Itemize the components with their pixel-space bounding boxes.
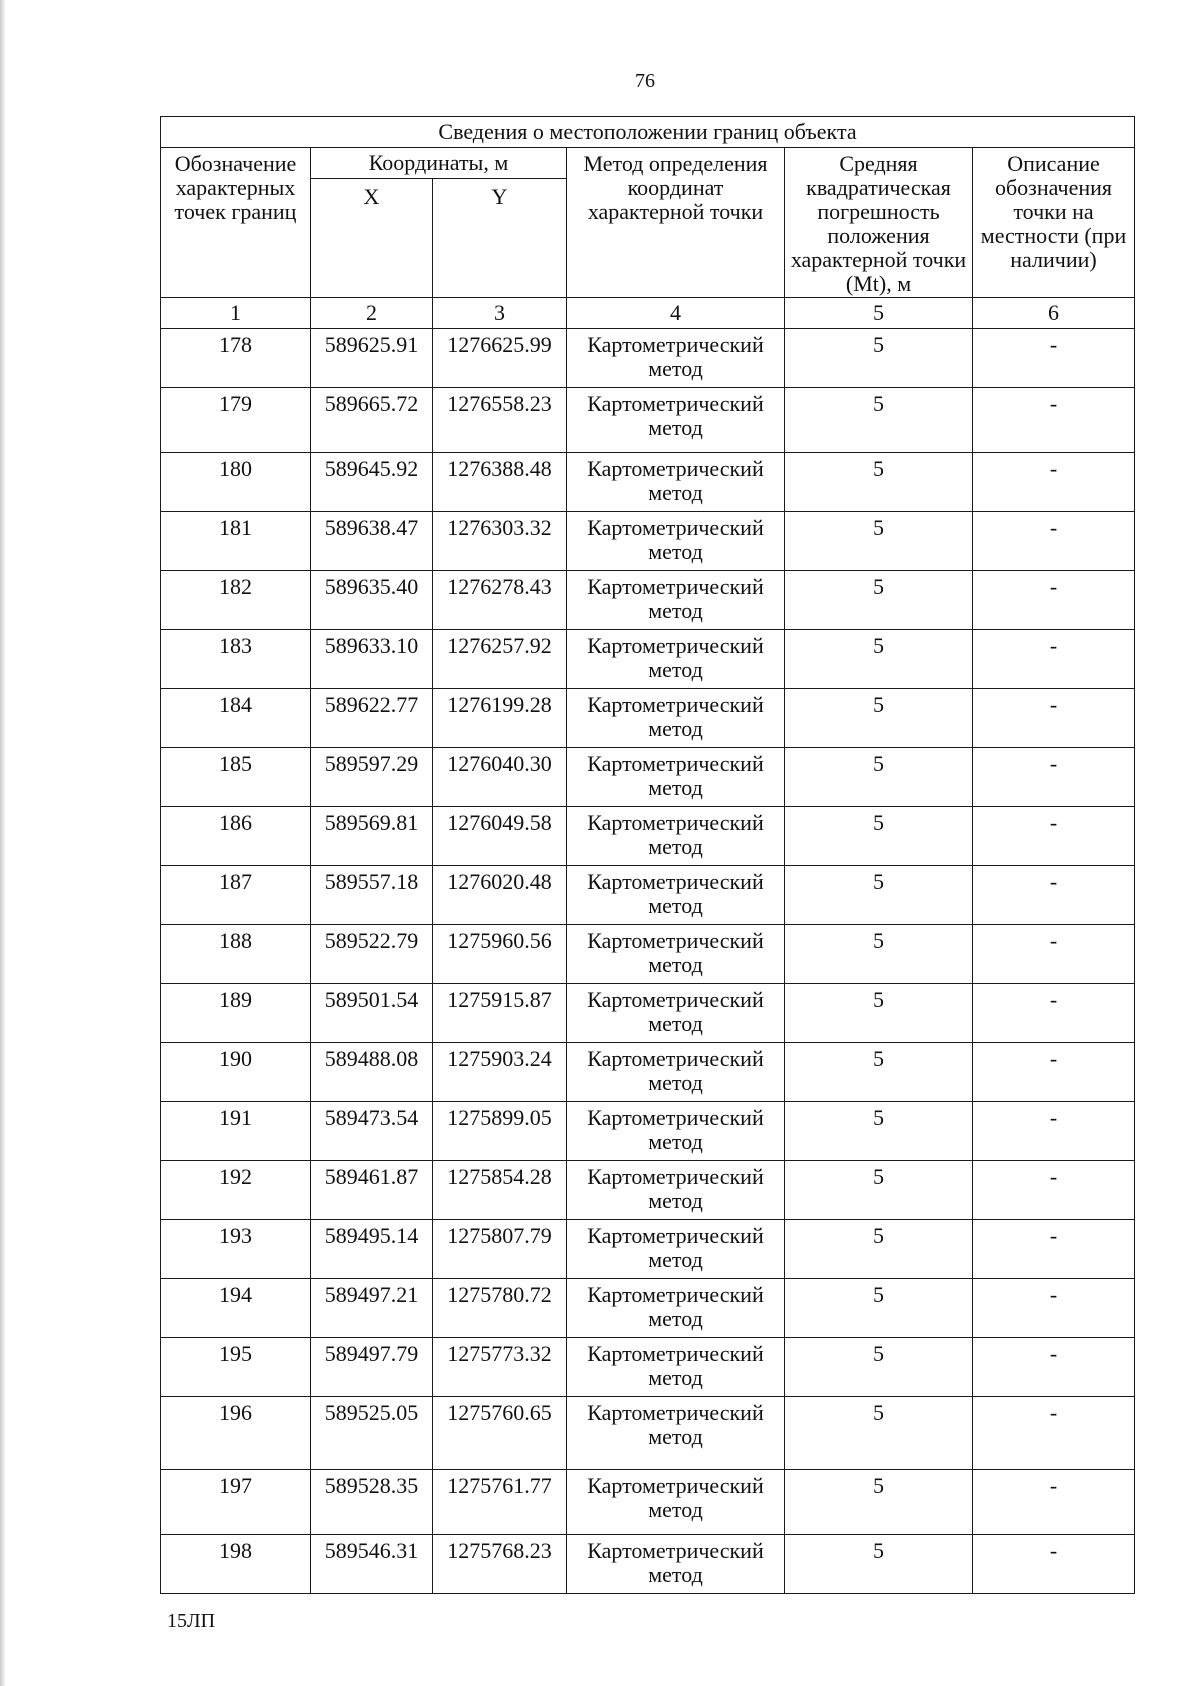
cell-point: 188 (161, 925, 311, 984)
cell-description: - (973, 630, 1135, 689)
cell-error: 5 (785, 866, 973, 925)
column-numbers-row (161, 298, 1135, 329)
table-row (161, 329, 1135, 388)
cell-error: 5 (785, 748, 973, 807)
cell-x: 589633.10 (311, 630, 433, 689)
cell-point: 195 (161, 1338, 311, 1397)
cell-method: Картометрический метод (567, 1043, 785, 1102)
cell-point: 198 (161, 1535, 311, 1594)
cell-x: 589501.54 (311, 984, 433, 1043)
cell-description: - (973, 1338, 1135, 1397)
table-row (161, 807, 1135, 866)
cell-x: 589488.08 (311, 1043, 433, 1102)
cell-method: Картометрический метод (567, 1397, 785, 1470)
cell-y: 1275960.56 (433, 925, 567, 984)
cell-description: - (973, 1279, 1135, 1338)
column-number-3: 3 (433, 298, 567, 329)
table-row (161, 1161, 1135, 1220)
cell-method: Картометрический метод (567, 689, 785, 748)
table-row (161, 866, 1135, 925)
cell-y: 1275780.72 (433, 1279, 567, 1338)
cell-point: 187 (161, 866, 311, 925)
cell-y: 1276625.99 (433, 329, 567, 388)
cell-y: 1276303.32 (433, 512, 567, 571)
cell-y: 1275760.65 (433, 1397, 567, 1470)
cell-point: 182 (161, 571, 311, 630)
cell-point: 190 (161, 1043, 311, 1102)
cell-y: 1275915.87 (433, 984, 567, 1043)
cell-point: 189 (161, 984, 311, 1043)
column-number-4: 4 (567, 298, 785, 329)
table-row (161, 388, 1135, 453)
table-row (161, 1470, 1135, 1535)
cell-x: 589528.35 (311, 1470, 433, 1535)
header-point: Обозначение характерных точек границ (161, 148, 311, 298)
table-row (161, 453, 1135, 512)
cell-method: Картометрический метод (567, 512, 785, 571)
cell-error: 5 (785, 925, 973, 984)
table-row (161, 1220, 1135, 1279)
scan-edge-shadow (0, 0, 6, 1686)
header-row-1 (161, 148, 1135, 179)
cell-method: Картометрический метод (567, 1220, 785, 1279)
cell-description: - (973, 571, 1135, 630)
cell-y: 1276257.92 (433, 630, 567, 689)
cell-description: - (973, 689, 1135, 748)
table-row (161, 1338, 1135, 1397)
cell-point: 180 (161, 453, 311, 512)
cell-y: 1276040.30 (433, 748, 567, 807)
cell-point: 191 (161, 1102, 311, 1161)
column-number-6: 6 (973, 298, 1135, 329)
cell-y: 1276020.48 (433, 866, 567, 925)
cell-description: - (973, 925, 1135, 984)
cell-error: 5 (785, 329, 973, 388)
cell-error: 5 (785, 1279, 973, 1338)
cell-error: 5 (785, 1338, 973, 1397)
cell-point: 179 (161, 388, 311, 453)
column-number-2: 2 (311, 298, 433, 329)
cell-description: - (973, 329, 1135, 388)
column-number-5: 5 (785, 298, 973, 329)
column-number-1: 1 (161, 298, 311, 329)
cell-y: 1275768.23 (433, 1535, 567, 1594)
cell-x: 589597.29 (311, 748, 433, 807)
table-row (161, 512, 1135, 571)
cell-error: 5 (785, 1102, 973, 1161)
cell-y: 1275903.24 (433, 1043, 567, 1102)
cell-error: 5 (785, 689, 973, 748)
table-row (161, 1535, 1135, 1594)
cell-description: - (973, 1397, 1135, 1470)
cell-description: - (973, 748, 1135, 807)
cell-description: - (973, 807, 1135, 866)
cell-description: - (973, 388, 1135, 453)
cell-x: 589497.21 (311, 1279, 433, 1338)
page-number: 76 (635, 70, 655, 92)
cell-error: 5 (785, 1470, 973, 1535)
cell-method: Картометрический метод (567, 1535, 785, 1594)
cell-error: 5 (785, 1535, 973, 1594)
cell-y: 1276278.43 (433, 571, 567, 630)
cell-y: 1276388.48 (433, 453, 567, 512)
cell-y: 1275854.28 (433, 1161, 567, 1220)
cell-x: 589525.05 (311, 1397, 433, 1470)
table-row (161, 689, 1135, 748)
cell-description: - (973, 1043, 1135, 1102)
cell-x: 589557.18 (311, 866, 433, 925)
header-coordinates: Координаты, м (311, 148, 567, 179)
cell-error: 5 (785, 807, 973, 866)
cell-method: Картометрический метод (567, 453, 785, 512)
cell-method: Картометрический метод (567, 1161, 785, 1220)
cell-error: 5 (785, 1043, 973, 1102)
cell-point: 184 (161, 689, 311, 748)
cell-x: 589495.14 (311, 1220, 433, 1279)
cell-x: 589569.81 (311, 807, 433, 866)
cell-method: Картометрический метод (567, 571, 785, 630)
cell-x: 589622.77 (311, 689, 433, 748)
cell-point: 181 (161, 512, 311, 571)
cell-error: 5 (785, 453, 973, 512)
table-row (161, 925, 1135, 984)
footer-code: 15ЛП (167, 1610, 216, 1632)
cell-point: 196 (161, 1397, 311, 1470)
cell-point: 185 (161, 748, 311, 807)
cell-point: 194 (161, 1279, 311, 1338)
cell-point: 186 (161, 807, 311, 866)
cell-x: 589638.47 (311, 512, 433, 571)
cell-point: 183 (161, 630, 311, 689)
cell-y: 1275761.77 (433, 1470, 567, 1535)
table-header (161, 117, 1135, 329)
table-row (161, 630, 1135, 689)
table-body (161, 329, 1135, 1594)
cell-y: 1275773.32 (433, 1338, 567, 1397)
cell-method: Картометрический метод (567, 807, 785, 866)
cell-description: - (973, 1102, 1135, 1161)
cell-method: Картометрический метод (567, 925, 785, 984)
boundary-table-container (160, 116, 1134, 1594)
cell-method: Картометрический метод (567, 630, 785, 689)
cell-error: 5 (785, 388, 973, 453)
cell-description: - (973, 512, 1135, 571)
table-row (161, 748, 1135, 807)
cell-method: Картометрический метод (567, 1338, 785, 1397)
cell-description: - (973, 866, 1135, 925)
cell-method: Картометрический метод (567, 1102, 785, 1161)
cell-y: 1275899.05 (433, 1102, 567, 1161)
cell-description: - (973, 1220, 1135, 1279)
cell-x: 589665.72 (311, 388, 433, 453)
cell-method: Картометрический метод (567, 1279, 785, 1338)
cell-error: 5 (785, 630, 973, 689)
table-row (161, 1102, 1135, 1161)
header-x: X (311, 179, 433, 298)
cell-method: Картометрический метод (567, 388, 785, 453)
table-row (161, 1043, 1135, 1102)
table-row (161, 1279, 1135, 1338)
cell-x: 589461.87 (311, 1161, 433, 1220)
cell-error: 5 (785, 984, 973, 1043)
cell-x: 589625.91 (311, 329, 433, 388)
table-caption: Сведения о местоположении границ объекта (161, 117, 1135, 148)
cell-method: Картометрический метод (567, 984, 785, 1043)
cell-x: 589645.92 (311, 453, 433, 512)
cell-error: 5 (785, 1397, 973, 1470)
header-description: Описание обозначения точки на местности (при наличии) (973, 148, 1135, 298)
cell-description: - (973, 1535, 1135, 1594)
cell-x: 589546.31 (311, 1535, 433, 1594)
table-row (161, 984, 1135, 1043)
cell-method: Картометрический метод (567, 748, 785, 807)
cell-description: - (973, 1470, 1135, 1535)
cell-point: 192 (161, 1161, 311, 1220)
table-row (161, 1397, 1135, 1470)
cell-method: Картометрический метод (567, 1470, 785, 1535)
cell-method: Картометрический метод (567, 329, 785, 388)
table-caption-row (161, 117, 1135, 148)
cell-description: - (973, 1161, 1135, 1220)
header-method: Метод определения координат характерной точки (567, 148, 785, 298)
cell-error: 5 (785, 1220, 973, 1279)
cell-description: - (973, 453, 1135, 512)
cell-error: 5 (785, 571, 973, 630)
cell-point: 197 (161, 1470, 311, 1535)
cell-error: 5 (785, 512, 973, 571)
cell-y: 1276049.58 (433, 807, 567, 866)
header-y: Y (433, 179, 567, 298)
table-row (161, 571, 1135, 630)
cell-x: 589522.79 (311, 925, 433, 984)
cell-y: 1275807.79 (433, 1220, 567, 1279)
boundary-points-table (160, 116, 1135, 1594)
cell-point: 178 (161, 329, 311, 388)
cell-method: Картометрический метод (567, 866, 785, 925)
header-error: Средняя квадратическая погрешность положения характерной точки (Mt), м (785, 148, 973, 298)
cell-y: 1276199.28 (433, 689, 567, 748)
cell-x: 589473.54 (311, 1102, 433, 1161)
cell-x: 589497.79 (311, 1338, 433, 1397)
cell-point: 193 (161, 1220, 311, 1279)
cell-x: 589635.40 (311, 571, 433, 630)
cell-error: 5 (785, 1161, 973, 1220)
cell-y: 1276558.23 (433, 388, 567, 453)
cell-description: - (973, 984, 1135, 1043)
